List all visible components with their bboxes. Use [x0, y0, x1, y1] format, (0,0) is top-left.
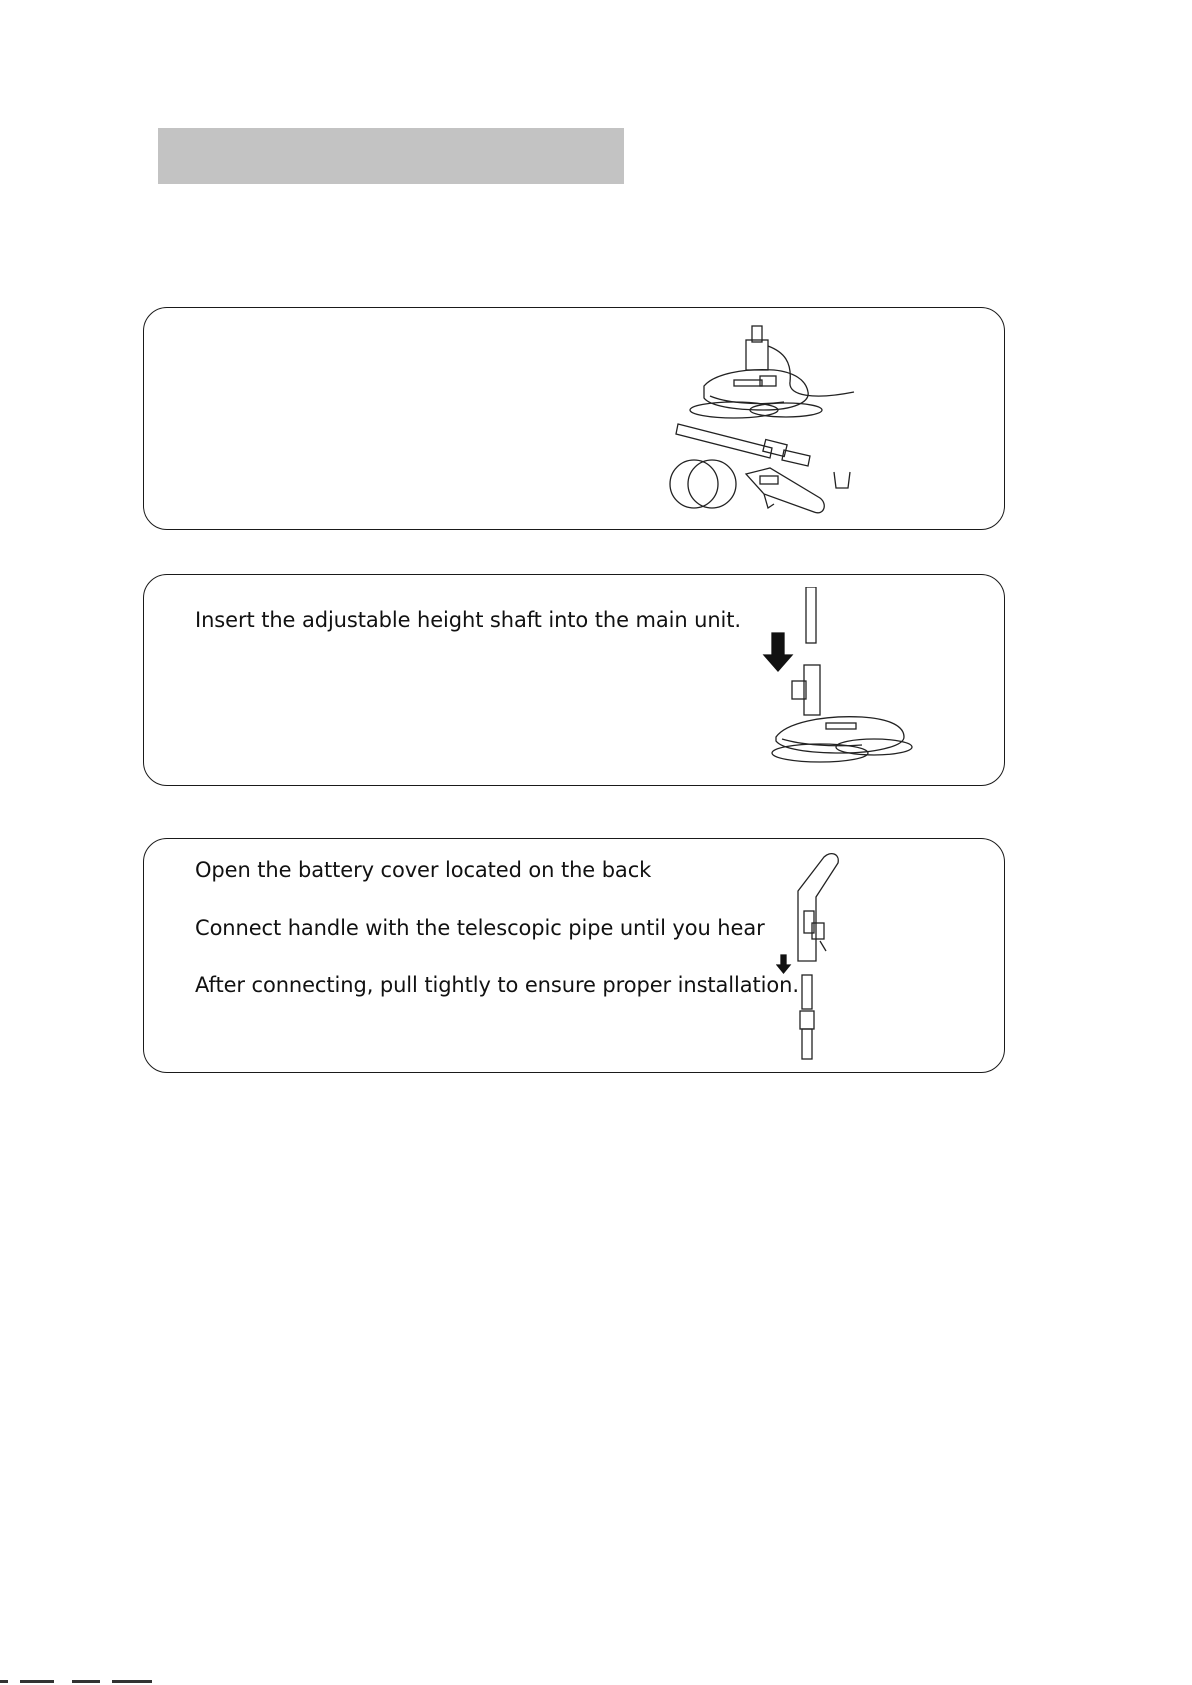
- section-header-bar: [158, 128, 624, 184]
- step-box-parts-overview: [143, 307, 1005, 530]
- step-box-insert-shaft: [143, 574, 1005, 786]
- step-box-connect-handle: [143, 838, 1005, 1073]
- parts-overview-icon: [664, 322, 924, 522]
- step-text-line: Insert the adjustable height shaft into the main unit.: [195, 608, 742, 632]
- step-text-line: Connect handle with the telescopic pipe until you hear: [195, 916, 765, 940]
- step-text-line: After connecting, pull tightly to ensure proper installation.: [195, 973, 799, 997]
- handle-connection-icon: [776, 851, 856, 1061]
- page-footer-marks: [0, 1680, 200, 1685]
- shaft-insertion-icon: [762, 587, 932, 783]
- step-text-line: Open the battery cover located on the back: [195, 858, 652, 882]
